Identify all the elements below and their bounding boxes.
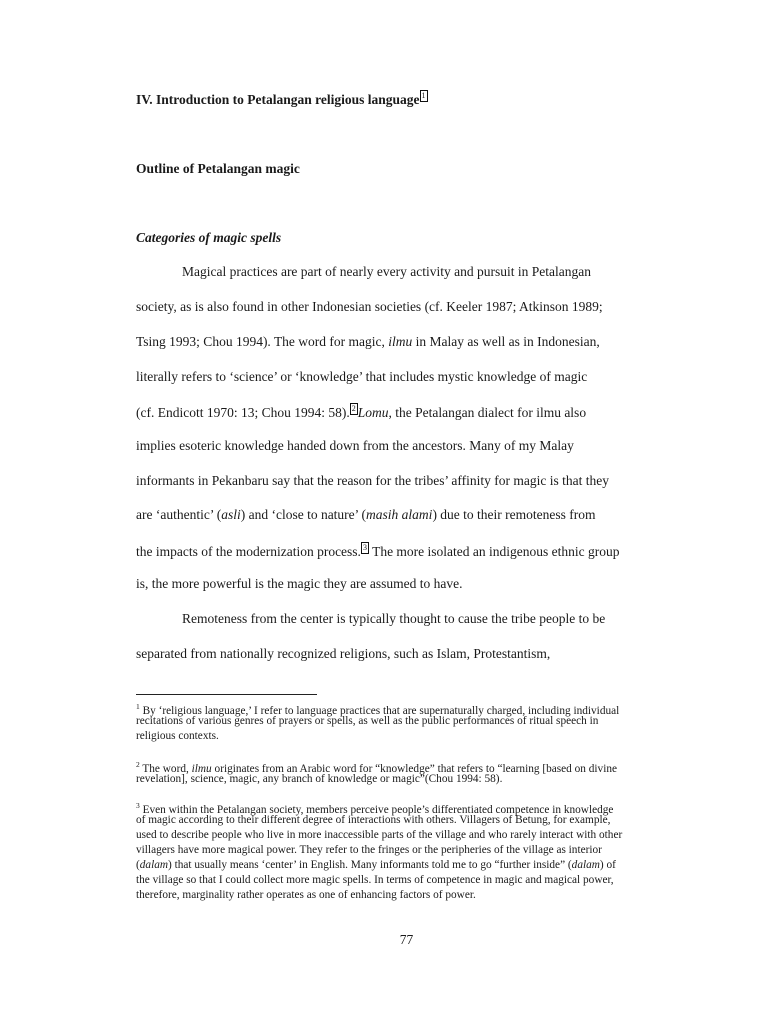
body-line: Magical practices are part of nearly every activity and pursuit in Petalangan [182,264,591,279]
footnote-line: used to describe people who live in more inaccessible parts of the village and who rarely interact with other [136,829,623,841]
body-line: literally refers to ‘science’ or ‘knowledge’ that includes mystic knowledge of magic [136,369,588,384]
footnote-line: $^2$ The word, ilmu originates from an Arabic word for “knowledge” that refers to “learning [based on divine [136,760,618,775]
footnote-line: $^3$ Even within the Petalangan society, members perceive people’s differentiated competence in knowledge [136,801,614,816]
body-line: Remoteness from the center is typically thought to cause the tribe people to be [182,611,606,626]
outline-title: Outline of Petalangan magic [136,161,300,176]
footnote-line: revelation], science, magic, any branch of knowledge or magic”(Chou 1994: 58). [136,773,503,785]
body-line: (cf. Endicott 1970: 13; Chou 1994: 58). 2 Lomu, the Petalangan dialect for ilmu also [136,404,587,420]
footnote-line: of magic according to their different degree of interactions with others. Villagers of Betung, for example, [136,814,611,826]
footnote-number: 3 [136,801,140,810]
page-number: 77 [399,932,414,947]
footnote-ref-2[interactable]: 2 [351,404,356,413]
body-line: separated from nationally recognized religions, such as Islam, Protestantism, [136,646,551,661]
footnote-line: recitations of various genres of prayers or spells, as well as the public performances of ritual speech in [136,715,599,727]
footnote-line: villagers have more magical power. They refer to the fringes or the peripheries of the village as interior [136,844,602,856]
footnote-line: $^1$ By ‘religious language,’ I refer to language practices that are supernaturally charged, including individual [136,702,620,717]
term-lomu: Lomu [357,405,389,420]
body-line: implies esoteric knowledge handed down from the ancestors. Many of my Malay [136,438,574,453]
footnote-ref-3[interactable]: 3 [362,543,367,552]
footnote-line: therefore, marginality rather operates as one of enhancing factors of power. [136,889,476,901]
body-line: society, as is also found in other Indonesian societies (cf. Keeler 1987; Atkinson 1989; [136,299,603,314]
footnote-line: religious contexts. [136,730,219,742]
body-line: informants in Pekanbaru say that the reason for the tribes’ affinity for magic is that they [136,473,609,488]
footnote-number: 2 [136,760,140,769]
footnote-separator [136,694,317,695]
term-ilmu: ilmu [388,334,413,349]
footnote-line: the village so that I could collect more magic spells. In terms of competence in magic and magical power, [136,874,614,886]
body-line: the impacts of the modernization process. 3 The more isolated an indigenous ethnic group [136,543,620,559]
footnote-number: 1 [136,702,140,711]
section-title-text: IV. Introduction to Petalangan religious language [136,92,420,107]
body-line: are ‘authentic’ (asli) and ‘close to nature’ (masih alami) due to their remoteness from [136,507,596,522]
categories-title: Categories of magic spells [136,230,282,245]
footnote-line: (dalam) that usually means ‘center’ in English. Many informants told me to go “further inside” (dalam) of [136,859,616,871]
body-line: is, the more powerful is the magic they are assumed to have. [136,576,463,591]
term-masih-alami: masih alami [366,507,433,522]
section-title [136,90,428,108]
footnote-ref-1[interactable]: 1 [421,91,426,100]
body-line: Tsing 1993; Chou 1994). The word for magic, ilmu in Malay as well as in Indonesian, [136,334,600,349]
term-asli: asli [221,507,241,522]
